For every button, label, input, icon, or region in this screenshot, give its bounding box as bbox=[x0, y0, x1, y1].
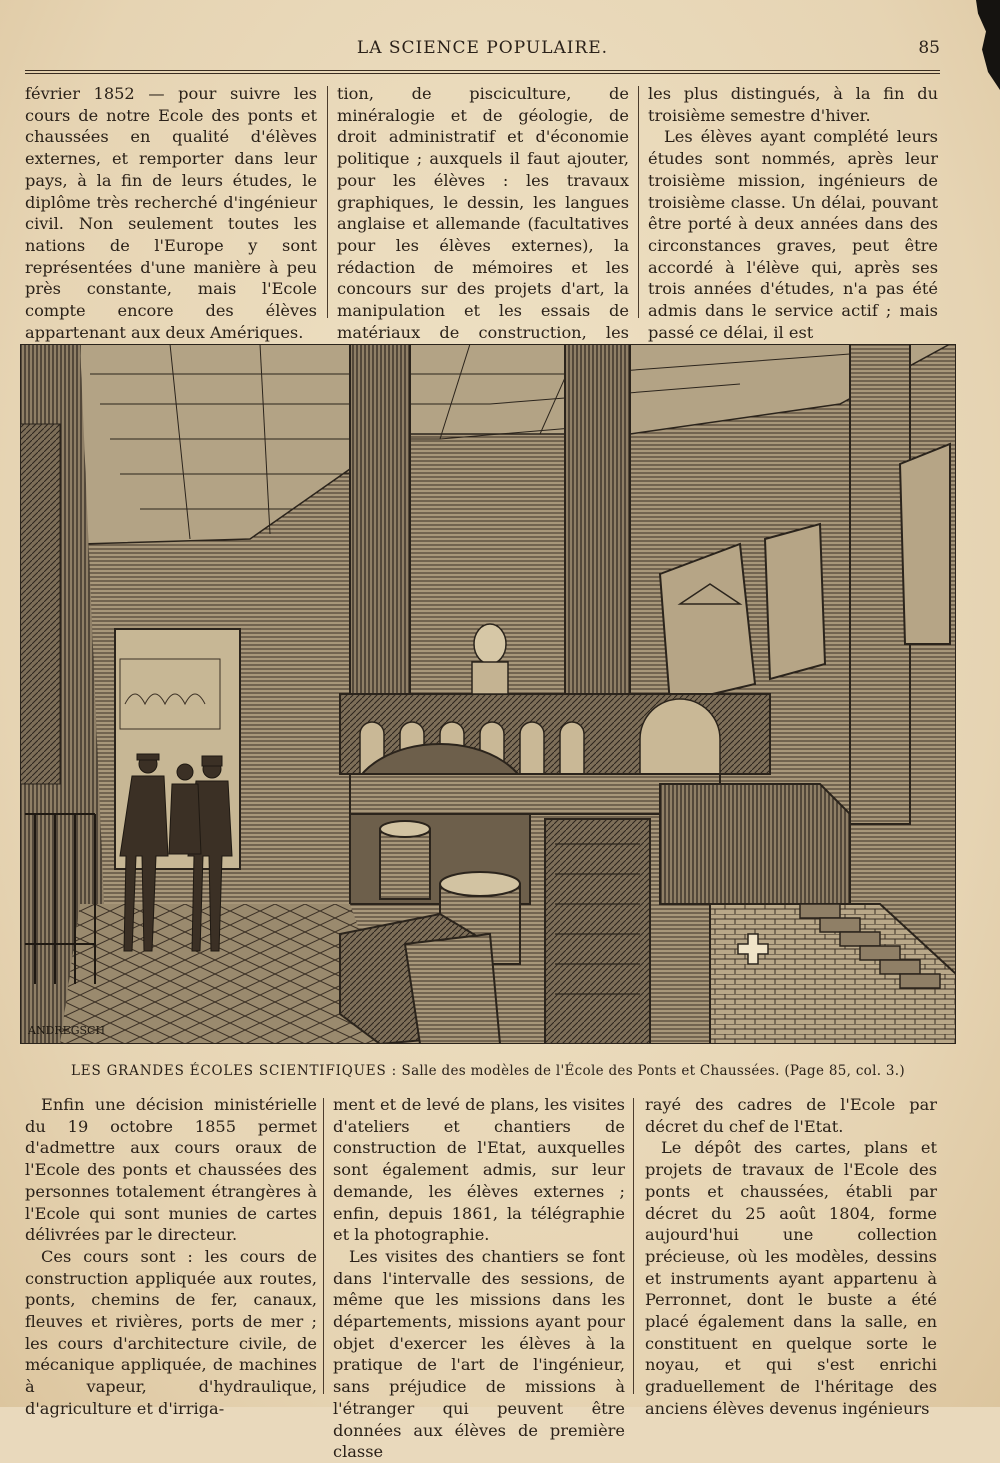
top-column-2 bbox=[337, 83, 629, 365]
caption-lead: LES GRANDES ÉCOLES SCIENTIFIQUES : bbox=[71, 1063, 397, 1079]
bottom-column-3 bbox=[645, 1094, 937, 1420]
paragraph: Les élèves ayant complété leurs études sont nommés, après leur troisième mission, ingénieurs de troisième classe. Un délai, pouvant être porté à deux années dans des circonstances graves, peut être accordé à l'élève qui, après ses trois années d'études, n'a pas été admis dans le service actif ; mais passé ce délai, il est bbox=[648, 127, 938, 342]
paragraph: Enfin une décision ministérielle du 19 octobre 1855 permet d'admettre aux cours oraux de l'Ecole des ponts et chaussées des personnes totalement étrangères à l'Ecole qui sont munies de cartes délivrées par le directeur. bbox=[25, 1095, 317, 1245]
column-rule bbox=[638, 86, 639, 318]
paragraph: février 1852 — pour suivre les cours de notre Ecole des ponts et chaussées en qualité d'élèves externes, et remporter dans leur pays, à la fin de leurs études, le diplôme très recherché d'ingénieur civil. Non seulement toutes les nations de l'Europe y sont représentées d'une manière à peu près constante, mais l'Ecole compte encore des élèves appartenant aux deux Amériques. bbox=[25, 84, 317, 342]
figure-caption bbox=[20, 1063, 956, 1079]
paragraph: les plus distingués, à la fin du troisième semestre d'hiver. bbox=[648, 84, 938, 125]
column-rule bbox=[323, 1098, 324, 1394]
top-column-1 bbox=[25, 83, 317, 343]
caption-text: Salle des modèles de l'École des Ponts et Chaussées. (Page 85, col. 3.) bbox=[401, 1063, 905, 1079]
model-hall-engraving bbox=[20, 344, 956, 1044]
running-title: LA SCIENCE POPULAIRE. bbox=[356, 38, 609, 58]
column-rule bbox=[327, 86, 328, 318]
paragraph: tion, de pisciculture, de minéralogie et de géologie, de droit administratif et d'économie politique ; auxquels il faut ajouter, pour les élèves : les travaux graphiques, le dessin, les langues anglaise et allemande (facultatives pour les élèves externes), la rédaction de mémoires et les concours sur des projets d'art, la manipulation et les essais de matériaux de construction, les bbox=[337, 84, 629, 342]
header-rule bbox=[25, 70, 940, 74]
engraver-signature: ANDREGSCH bbox=[28, 1024, 106, 1037]
bottom-column-2 bbox=[333, 1094, 625, 1463]
torn-corner bbox=[960, 0, 1000, 90]
paragraph: ment et de levé de plans, les visites d'ateliers et chantiers de construction de l'Etat, auxquelles sont également admis, sur leur demande, les élèves externes ; enfin, depuis 1861, la télégraphie et la photographie. bbox=[333, 1095, 625, 1245]
page-number: 85 bbox=[918, 38, 940, 58]
column-rule bbox=[633, 1098, 634, 1394]
paragraph: Le dépôt des cartes, plans et projets de travaux de l'Ecole des ponts et chaussées, établi par décret du 25 août 1804, forme aujourd'hui une collection précieuse, où les modèles, dessins et instruments ayant appartenu à Perronnet, dont le buste a été placé également dans la salle, en constituent en quelque sorte le noyau, et qui s'est enrichi graduellement de l'héritage des anciens élèves devenus ingénieurs bbox=[645, 1138, 937, 1418]
paragraph: Ces cours sont : les cours de construction appliquée aux routes, ponts, chemins de fer, canaux, fleuves et rivières, ports de mer ; les cours d'architecture civile, de mécanique appliquée, de machines à vapeur, d'hydraulique, d'agriculture et d'irriga- bbox=[25, 1246, 317, 1418]
bottom-column-1 bbox=[25, 1094, 317, 1420]
engraving-illustration bbox=[20, 344, 956, 1044]
page-header bbox=[25, 38, 940, 68]
top-column-3 bbox=[648, 83, 938, 343]
paragraph: rayé des cadres de l'Ecole par décret du chef de l'Etat. bbox=[645, 1095, 937, 1136]
paragraph: Les visites des chantiers se font dans l'intervalle des sessions, de même que les missions dans les départements, missions ayant pour objet d'exercer les élèves à la pratique de l'art de l'ingénieur, sans préjudice de missions à l'étranger qui peuvent être données aux élèves de première classe bbox=[333, 1246, 625, 1462]
